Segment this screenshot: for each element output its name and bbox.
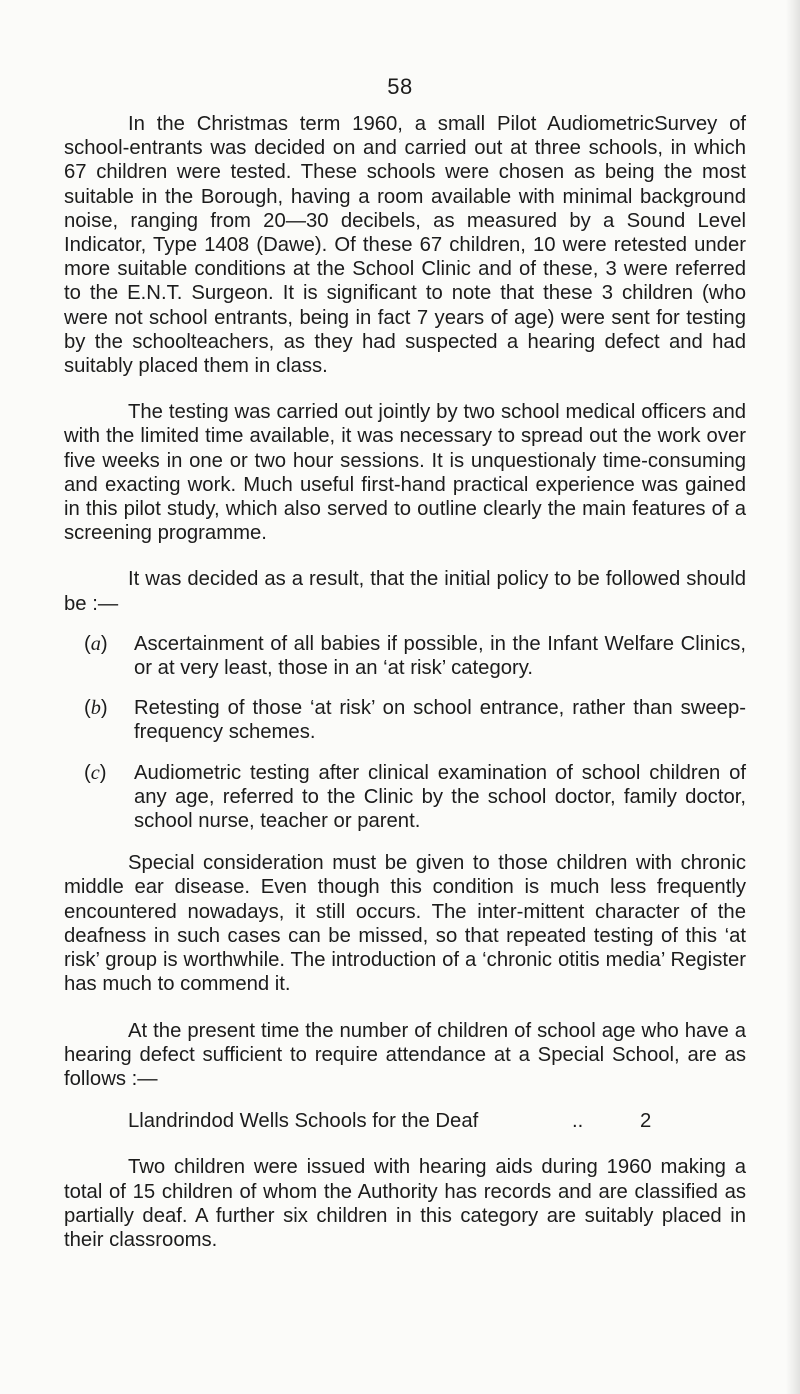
paragraph-pilot-survey: In the Christmas term 1960, a small Pilot AudiometricSurvey of school-entrants was decided on and carried out at three schools, in which 67 children were tested. These schools were chosen as being the most suitable in the Borough, having a room available with minimal background noise, ranging from 20—30 decibels, as measured by a Sound Level Indicator, Type 1408 (Dawe). Of these 67 children, 10 were retested under more suitable conditions at the School Clinic and of these, 3 were referred to the E.N.T. Surgeon. It is significant to note that these 3 children (who were not school entrants, being in fact 7 years of age) were sent for testing by the schoolteachers, as they had suspected a hearing defect and had suitably placed them in class.: [64, 113, 746, 378]
list-item: [64, 761, 746, 834]
list-item-text: Audiometric testing after clinical examination of school children of any age, referred to the Clinic by the school doctor, family doctor, school nurse, teacher or parent.: [134, 761, 746, 833]
page-number: 58: [387, 74, 413, 99]
list-marker: (b): [84, 697, 108, 720]
list-marker: (c): [84, 761, 107, 784]
paragraph-chronic-ear-disease: Special consideration must be given to those children with chronic middle ear disease. Even though this condition is much less frequently encountered nowadays, it still occurs. The inter-mittent character of the deafness in such cases can be missed, so that repeated testing of this ‘at risk’ group is worthwhile. The introduction of a ‘chronic otitis media’ Register has much to commend it.: [64, 852, 746, 996]
dot-leader: ..: [572, 1110, 584, 1133]
list-item: [64, 696, 746, 744]
special-school-count: 2: [640, 1110, 652, 1133]
paragraph-testing: The testing was carried out jointly by two school medical officers and with the limited time available, it was necessary to spread out the work over five weeks in one or two hour sessions. It is unquestionaly time-consuming and exacting work. Much useful first-hand practical experience was gained in this pilot study, which also served to outline clearly the main features of a screening programme.: [64, 401, 746, 545]
policy-list: [64, 632, 746, 833]
list-item: [64, 632, 746, 680]
list-marker: (a): [84, 632, 108, 655]
paragraph-special-school: At the present time the number of children of school age who have a hearing defect sufficient to require attendance at a Special School, are as follows :—: [64, 1019, 746, 1090]
special-school-name: Llandrindod Wells Schools for the Deaf: [128, 1110, 479, 1133]
paragraph-hearing-aids: Two children were issued with hearing aids during 1960 making a total of 15 children of whom the Authority has records and are classified as partially deaf. A further six children in this category are suitably placed in their classrooms.: [64, 1156, 746, 1251]
body-text: [64, 112, 746, 1274]
page-edge-shadow: [786, 0, 800, 1394]
special-school-entry: [64, 1109, 746, 1133]
list-item-text: Retesting of those ‘at risk’ on school entrance, rather than sweep-frequency schemes.: [134, 697, 746, 744]
list-item-text: Ascertainment of all babies if possible, in the Infant Welfare Clinics, or at very least, those in an ‘at risk’ category.: [134, 632, 746, 680]
paragraph-policy-intro: It was decided as a result, that the initial policy to be followed should be :—: [64, 568, 746, 615]
